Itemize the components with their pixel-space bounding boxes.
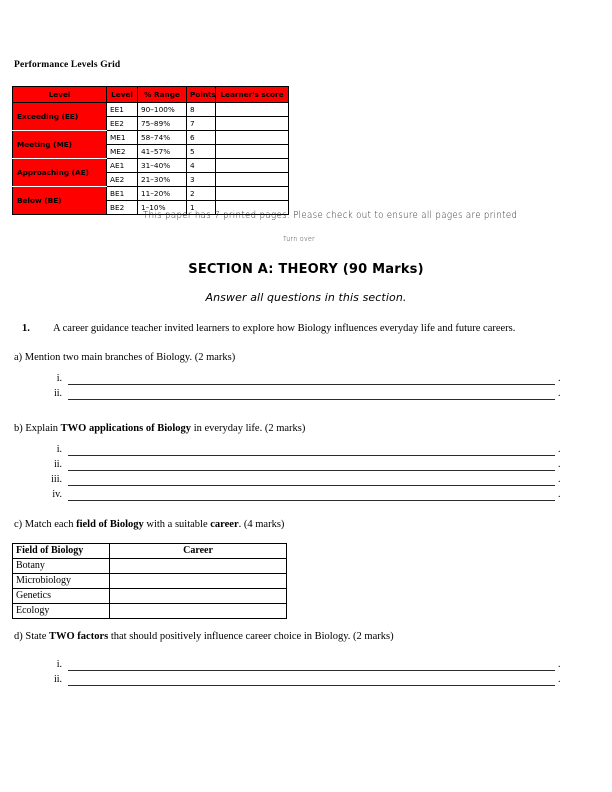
header-points: Points bbox=[187, 87, 216, 103]
part-d-bold: TWO factors bbox=[49, 631, 109, 642]
part-c-label bbox=[14, 519, 284, 530]
answer-line[interactable] bbox=[28, 373, 588, 388]
table-row bbox=[13, 187, 289, 201]
level-code: EE1 bbox=[107, 103, 138, 117]
learner-score-cell[interactable] bbox=[216, 187, 289, 201]
answer-rule[interactable] bbox=[68, 470, 555, 471]
learner-score-cell[interactable] bbox=[216, 117, 289, 131]
question-number: 1. bbox=[22, 323, 30, 334]
answer-end-mark: . bbox=[558, 659, 561, 670]
answer-end-mark: . bbox=[558, 444, 561, 455]
answer-end-mark: . bbox=[558, 674, 561, 685]
section-instruction: Answer all questions in this section. bbox=[205, 291, 407, 304]
band-approaching: Approaching (AE) bbox=[13, 159, 107, 187]
part-c-middle: with a suitable bbox=[143, 519, 211, 530]
answer-numeral: iii. bbox=[51, 474, 62, 485]
learner-score-cell[interactable] bbox=[216, 159, 289, 173]
learner-score-cell[interactable] bbox=[216, 173, 289, 187]
answer-numeral: i. bbox=[56, 373, 62, 384]
answer-numeral: iv. bbox=[52, 489, 62, 500]
level-code: BE2 bbox=[107, 201, 138, 215]
learner-score-cell[interactable] bbox=[216, 131, 289, 145]
learner-score-cell[interactable] bbox=[216, 103, 289, 117]
answer-end-mark: . bbox=[558, 474, 561, 485]
level-points: 6 bbox=[187, 131, 216, 145]
table-row bbox=[13, 604, 287, 619]
part-d-suffix: that should positively influence career choice in Biology. (2 marks) bbox=[108, 631, 394, 642]
level-range: 21–30% bbox=[138, 173, 187, 187]
part-d-prefix: d) State bbox=[14, 631, 49, 642]
answer-rule[interactable] bbox=[68, 485, 555, 486]
table-row bbox=[13, 559, 287, 574]
field-career-match-table bbox=[12, 543, 287, 619]
learner-score-cell[interactable] bbox=[216, 145, 289, 159]
answer-line[interactable] bbox=[28, 474, 588, 489]
answer-end-mark: . bbox=[558, 388, 561, 399]
table-row bbox=[13, 103, 289, 117]
table-row bbox=[13, 159, 289, 173]
level-code: AE1 bbox=[107, 159, 138, 173]
table-header-row bbox=[13, 544, 287, 559]
field-cell-genetics: Genetics bbox=[13, 589, 110, 604]
band-exceeding: Exceeding (EE) bbox=[13, 103, 107, 131]
answer-line[interactable] bbox=[28, 674, 588, 689]
level-code: AE2 bbox=[107, 173, 138, 187]
answer-line[interactable] bbox=[28, 489, 588, 504]
answer-line[interactable] bbox=[28, 388, 588, 403]
turn-over-note: Turn over bbox=[283, 235, 316, 244]
level-points: 7 bbox=[187, 117, 216, 131]
part-c-prefix: c) Match each bbox=[14, 519, 77, 530]
answer-end-mark: . bbox=[558, 459, 561, 470]
answer-numeral: i. bbox=[56, 444, 62, 455]
performance-grid-title: Performance Levels Grid bbox=[14, 60, 121, 70]
career-answer-cell[interactable] bbox=[110, 559, 287, 574]
header-learners-score: Learner's score bbox=[216, 87, 289, 103]
level-code: EE2 bbox=[107, 117, 138, 131]
level-points: 3 bbox=[187, 173, 216, 187]
answer-rule[interactable] bbox=[68, 384, 555, 385]
answer-numeral: ii. bbox=[53, 674, 62, 685]
level-code: ME2 bbox=[107, 145, 138, 159]
answer-end-mark: . bbox=[558, 489, 561, 500]
field-cell-ecology: Ecology bbox=[13, 604, 110, 619]
part-c-suffix: . (4 marks) bbox=[238, 519, 285, 530]
level-range: 1–10% bbox=[138, 201, 187, 215]
career-answer-cell[interactable] bbox=[110, 589, 287, 604]
part-d-label bbox=[14, 631, 394, 642]
part-a-label: a) Mention two main branches of Biology. (2 marks) bbox=[14, 352, 236, 363]
answer-rule[interactable] bbox=[68, 500, 555, 501]
header-percent-range: % Range bbox=[138, 87, 187, 103]
header-level-band: Level bbox=[13, 87, 107, 103]
header-field-of-biology: Field of Biology bbox=[13, 544, 110, 559]
career-answer-cell[interactable] bbox=[110, 604, 287, 619]
section-heading: SECTION A: THEORY (90 Marks) bbox=[188, 262, 424, 277]
field-cell-botany: Botany bbox=[13, 559, 110, 574]
level-points: 4 bbox=[187, 159, 216, 173]
table-header-row bbox=[13, 87, 289, 103]
part-b-bold: TWO applications of Biology bbox=[60, 423, 192, 434]
answer-numeral: ii. bbox=[53, 388, 62, 399]
level-code: ME1 bbox=[107, 131, 138, 145]
performance-levels-table bbox=[12, 86, 289, 215]
field-cell-microbiology: Microbiology bbox=[13, 574, 110, 589]
table-row bbox=[13, 131, 289, 145]
level-points: 2 bbox=[187, 187, 216, 201]
header-career: Career bbox=[110, 544, 287, 559]
level-points: 1 bbox=[187, 201, 216, 215]
answer-line[interactable] bbox=[28, 459, 588, 474]
career-answer-cell[interactable] bbox=[110, 574, 287, 589]
table-row bbox=[13, 574, 287, 589]
part-c-bold-career: career bbox=[210, 519, 239, 530]
band-below: Below (BE) bbox=[13, 187, 107, 215]
level-range: 11–20% bbox=[138, 187, 187, 201]
answer-line[interactable] bbox=[28, 444, 588, 459]
answer-numeral: ii. bbox=[53, 459, 62, 470]
part-c-bold-field: field of Biology bbox=[76, 519, 144, 530]
level-range: 41–57% bbox=[138, 145, 187, 159]
header-level-code: Level bbox=[107, 87, 138, 103]
level-code: BE1 bbox=[107, 187, 138, 201]
answer-rule[interactable] bbox=[68, 670, 555, 671]
level-points: 8 bbox=[187, 103, 216, 117]
part-b-suffix: in everyday life. (2 marks) bbox=[191, 423, 306, 434]
level-points: 5 bbox=[187, 145, 216, 159]
question-stem: A career guidance teacher invited learners to explore how Biology influences everyday life and future careers. bbox=[53, 323, 516, 334]
printed-pages-note: This paper has 7 printed pages. Please check out to ensure all pages are printed bbox=[143, 210, 518, 222]
level-range: 75–89% bbox=[138, 117, 187, 131]
level-range: 58–74% bbox=[138, 131, 187, 145]
level-range: 31–40% bbox=[138, 159, 187, 173]
answer-numeral: i. bbox=[56, 659, 62, 670]
band-meeting: Meeting (ME) bbox=[13, 131, 107, 159]
answer-end-mark: . bbox=[558, 373, 561, 384]
answer-rule[interactable] bbox=[68, 455, 555, 456]
part-b-prefix: b) Explain bbox=[14, 423, 61, 434]
level-range: 90–100% bbox=[138, 103, 187, 117]
answer-line[interactable] bbox=[28, 659, 588, 674]
answer-rule[interactable] bbox=[68, 399, 555, 400]
table-row bbox=[13, 589, 287, 604]
answer-rule[interactable] bbox=[68, 685, 555, 686]
part-b-label bbox=[14, 423, 305, 434]
